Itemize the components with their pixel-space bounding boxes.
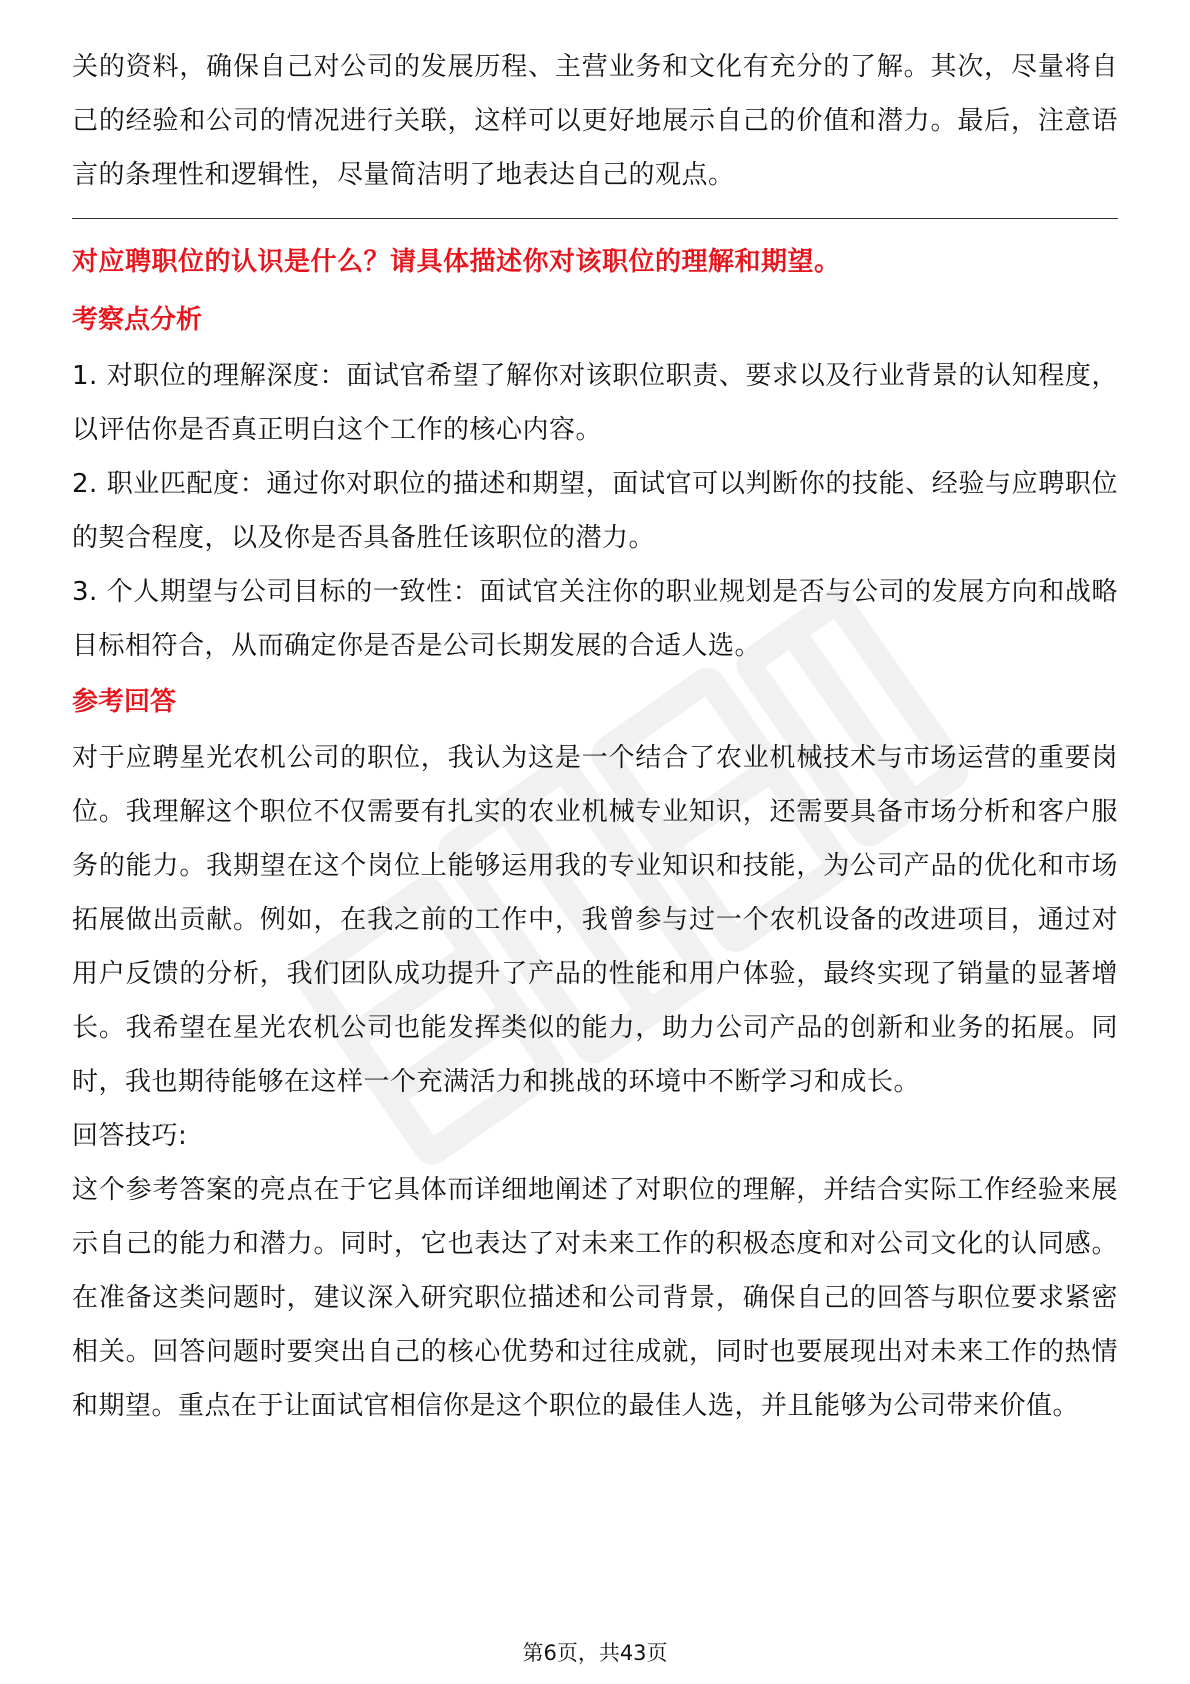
reference-title: 参考回答 (72, 687, 177, 717)
analysis-item-2: 2. 职业匹配度：通过你对职位的描述和期望，面试官可以判断你的技能、经验与应聘职位的契合程度，以及你是否具备胜任该职位的潜力。 (72, 469, 1118, 553)
page-number: 第6页，共43页 (522, 1641, 668, 1665)
section-divider (72, 218, 1118, 219)
tips-label: 回答技巧: (72, 1121, 188, 1151)
question-heading: 对应聘职位的认识是什么？请具体描述你对该职位的理解和期望。 (72, 247, 841, 277)
analysis-item-3: 3. 个人期望与公司目标的一致性：面试官关注你的职业规划是否与公司的发展方向和战略目标相符合，从而确定你是否是公司长期发展的合适人选。 (72, 577, 1118, 661)
analysis-item-1: 1. 对职位的理解深度：面试官希望了解你对该职位职责、要求以及行业背景的认知程度，以评估你是否真正明白这个工作的核心内容。 (72, 361, 1118, 445)
intro-paragraph: 关的资料，确保自己对公司的发展历程、主营业务和文化有充分的了解。其次，尽量将自己的经验和公司的情况进行关联，这样可以更好地展示自己的价值和潜力。最后，注意语言的条理性和逻辑性，尽量简洁明了地表达自己的观点。 (72, 52, 1118, 190)
document-page (72, 40, 1118, 1433)
reference-answer: 对于应聘星光农机公司的职位，我认为这是一个结合了农业机械技术与市场运营的重要岗位。我理解这个职位不仅需要有扎实的农业机械专业知识，还需要具备市场分析和客户服务的能力。我期望在这个岗位上能够运用我的专业知识和技能，为公司产品的优化和市场拓展做出贡献。例如，在我之前的工作中，我曾参与过一个农机设备的改进项目，通过对用户反馈的分析，我们团队成功提升了产品的性能和用户体验，最终实现了销量的显著增长。我希望在星光农机公司也能发挥类似的能力，助力公司产品的创新和业务的拓展。同时，我也期待能够在这样一个充满活力和挑战的环境中不断学习和成长。 (72, 743, 1118, 1097)
analysis-title: 考察点分析 (72, 305, 203, 335)
tips-paragraph: 这个参考答案的亮点在于它具体而详细地阐述了对职位的理解，并结合实际工作经验来展示自己的能力和潜力。同时，它也表达了对未来工作的积极态度和对公司文化的认同感。在准备这类问题时，建议深入研究职位描述和公司背景，确保自己的回答与职位要求紧密相关。回答问题时要突出自己的核心优势和过往成就，同时也要展现出对未来工作的热情和期望。重点在于让面试官相信你是这个职位的最佳人选，并且能够为公司带来价值。 (72, 1175, 1118, 1421)
